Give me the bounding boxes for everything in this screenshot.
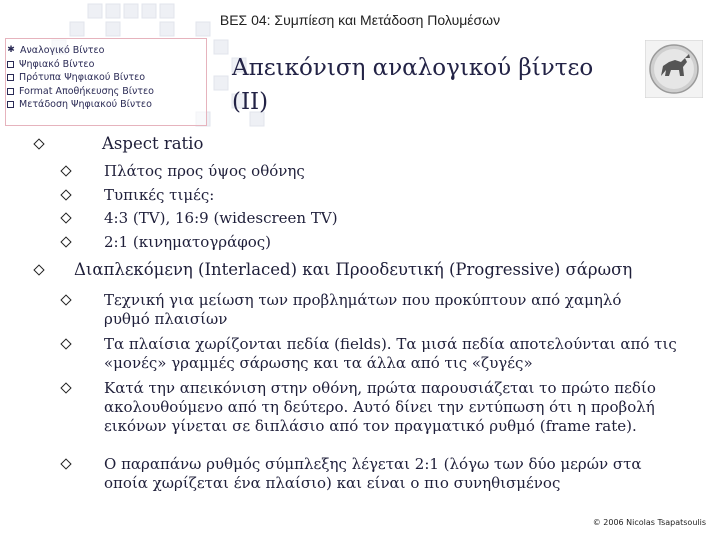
course-header: ΒΕΣ 04: Συμπίεση και Μετάδοση Πολυμέσων	[219, 12, 501, 28]
aspect-item: 4:3 (TV), 16:9 (widescreen TV)	[104, 209, 338, 227]
square-icon	[7, 88, 14, 95]
nav-item-label: Ψηφιακό Βίντεο	[19, 58, 95, 70]
nav-item-video-transmission[interactable]	[6, 98, 154, 112]
scanning-item-line: Ο παραπάνω ρυθμός σύμπλεξης λέγεται 2:1 (λόγω των δύο μερών στα	[104, 455, 642, 473]
level2-bullet-icon	[60, 236, 71, 247]
square-icon	[7, 101, 14, 108]
square-icon	[7, 61, 14, 68]
topic-nav	[6, 44, 154, 112]
scanning-item-line: ρυθμό πλαισίων	[104, 310, 228, 328]
nav-item-video-standards[interactable]	[6, 71, 154, 85]
level2-bullet-icon	[60, 294, 71, 305]
aspect-item: Τυπικές τιμές:	[104, 186, 215, 204]
scanning-item-line: «μονές» γραμμές σάρωσης και τα άλλα από τις «ζυγές»	[104, 354, 533, 372]
aspect-item: Πλάτος προς ύψος οθόνης	[104, 162, 305, 180]
level1-bullet-icon	[33, 138, 44, 149]
level2-bullet-icon	[60, 165, 71, 176]
slide-title-line2: (ΙΙ)	[232, 89, 269, 115]
scanning-item-line: οποία χωρίζεται ένα πλαίσιο) και είναι ο πιο συνηθισμένος	[104, 474, 561, 492]
level2-bullet-icon	[60, 338, 71, 349]
scanning-item-line: ακολουθούμενο από τη δεύτερο. Αυτό δίνει την εντύπωση ότι η προβολή	[104, 398, 655, 416]
nav-item-label: Format Αποθήκευσης Βίντεο	[19, 85, 154, 97]
coin-logo	[645, 40, 703, 98]
scanning-item-line: Τεχνική για μείωση των προβλημάτων που προκύπτουν από χαμηλό	[104, 291, 622, 309]
aspect-item: 2:1 (κινηματογράφος)	[104, 233, 272, 251]
slide-title-line1: Απεικόνιση αναλογικού βίντεο	[232, 55, 594, 81]
scanning-item-line: Κατά την απεικόνιση στην οθόνη, πρώτα παρουσιάζεται το πρώτο πεδίο	[104, 379, 656, 397]
nav-item-analog-video[interactable]	[6, 44, 154, 58]
level2-bullet-icon	[60, 212, 71, 223]
level2-bullet-icon	[60, 189, 71, 200]
copyright-footer: © 2006 Nicolas Tsapatsoulis	[592, 518, 706, 527]
scanning-item-line: εικόνων γίνεται σε διπλάσιο από τον πραγματικό ρυθμό (frame rate).	[104, 417, 637, 435]
section-heading-scanning: Διαπλεκόμενη (Interlaced) και Προοδευτική (Progressive) σάρωση	[74, 260, 633, 279]
square-icon	[7, 74, 14, 81]
scanning-item-line: Τα πλαίσια χωρίζονται πεδία (fields). Τα μισά πεδία αποτελούνται από τις	[104, 335, 677, 353]
level2-bullet-icon	[60, 382, 71, 393]
star-icon: ✱	[7, 45, 15, 55]
nav-item-label: Πρότυπα Ψηφιακού Βίντεο	[19, 72, 146, 83]
nav-item-storage-formats[interactable]	[6, 85, 154, 99]
slide-title	[232, 51, 632, 119]
nav-item-label: Αναλογικό Βίντεο	[20, 45, 105, 56]
level1-bullet-icon	[33, 264, 44, 275]
nav-item-label: Μετάδοση Ψηφιακού Βίντεο	[19, 99, 152, 110]
nav-item-digital-video[interactable]	[6, 58, 154, 72]
level2-bullet-icon	[60, 458, 71, 469]
section-heading-aspect-ratio: Aspect ratio	[102, 134, 204, 153]
